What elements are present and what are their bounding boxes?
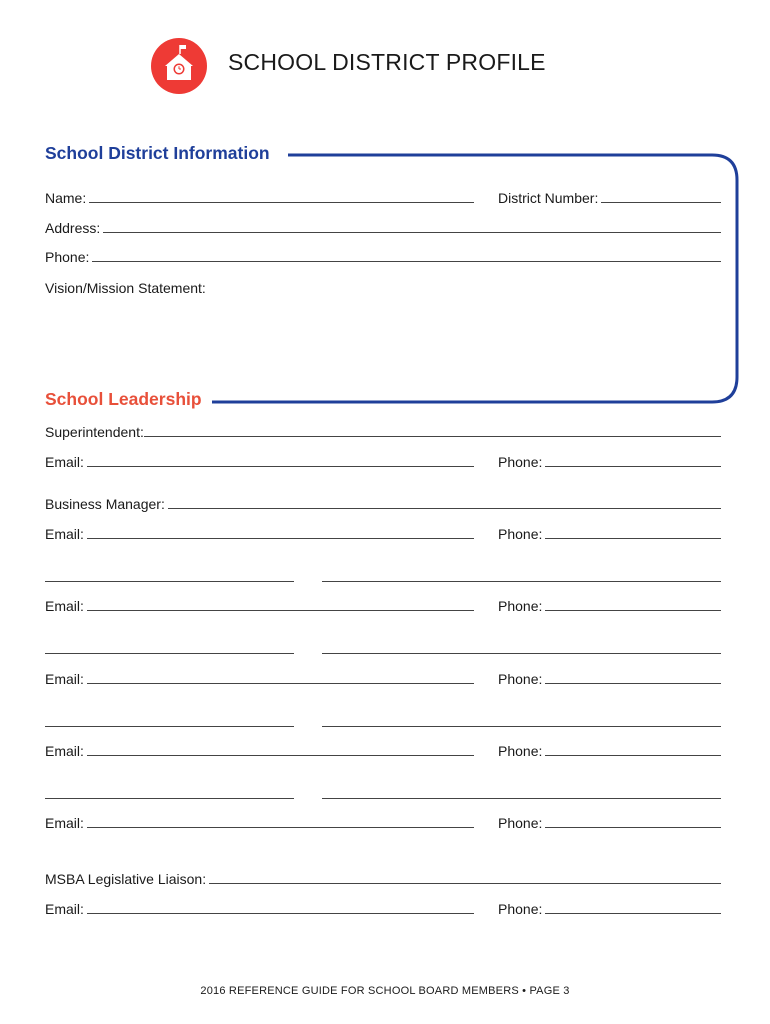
- email-label: Email:: [45, 598, 84, 614]
- person-name-blank-line[interactable]: [322, 581, 721, 582]
- email-label: Email:: [45, 671, 84, 687]
- district-number-input-line[interactable]: [601, 202, 721, 203]
- title-blank-line[interactable]: [45, 726, 294, 727]
- page-footer: 2016 REFERENCE GUIDE FOR SCHOOL BOARD MEMBERS • PAGE 3: [200, 985, 570, 997]
- phone-label: Phone:: [45, 249, 90, 265]
- section-heading-district-info: School District Information: [45, 143, 276, 164]
- title-blank-line[interactable]: [45, 581, 294, 582]
- email-input-line[interactable]: [87, 683, 474, 684]
- name-input-line[interactable]: [89, 202, 474, 203]
- phone-field[interactable]: [498, 739, 721, 759]
- district-number-label: District Number:: [498, 190, 599, 206]
- phone-field[interactable]: [498, 811, 721, 831]
- email-label: Email:: [45, 901, 84, 917]
- phone-label: Phone:: [498, 526, 543, 542]
- email-input-line[interactable]: [87, 755, 474, 756]
- person-name-blank-line[interactable]: [322, 798, 721, 799]
- phone-label: Phone:: [498, 671, 543, 687]
- page-title: SCHOOL DISTRICT PROFILE: [228, 49, 546, 75]
- phone-input-line[interactable]: [545, 466, 721, 467]
- superintendent-input-line[interactable]: [144, 436, 721, 437]
- address-field[interactable]: [45, 216, 721, 236]
- email-field[interactable]: [45, 594, 474, 614]
- name-field[interactable]: [45, 186, 474, 206]
- msba-liaison-field[interactable]: [45, 867, 721, 887]
- email-input-line[interactable]: [87, 466, 474, 467]
- phone-input-line[interactable]: [545, 610, 721, 611]
- district-number-field[interactable]: [498, 186, 721, 206]
- email-label: Email:: [45, 454, 84, 470]
- phone-label: Phone:: [498, 901, 543, 917]
- email-field[interactable]: [45, 811, 474, 831]
- superintendent-label: Superintendent:: [45, 424, 144, 440]
- email-label: Email:: [45, 526, 84, 542]
- phone-input-line[interactable]: [545, 683, 721, 684]
- person-name-blank-line[interactable]: [322, 726, 721, 727]
- phone-field[interactable]: [498, 522, 721, 542]
- email-input-line[interactable]: [87, 827, 474, 828]
- phone-input-line[interactable]: [545, 913, 721, 914]
- email-input-line[interactable]: [87, 913, 474, 914]
- phone-label: Phone:: [498, 743, 543, 759]
- business-manager-label: Business Manager:: [45, 496, 165, 512]
- phone-input-line[interactable]: [92, 261, 721, 262]
- phone-field[interactable]: [498, 667, 721, 687]
- phone-field[interactable]: [45, 245, 721, 265]
- email-field[interactable]: [45, 667, 474, 687]
- business-manager-input-line[interactable]: [168, 508, 721, 509]
- email-input-line[interactable]: [87, 538, 474, 539]
- email-field[interactable]: [45, 450, 474, 470]
- business-manager-field[interactable]: [45, 492, 721, 512]
- vision-mission-label: Vision/Mission Statement:: [45, 280, 206, 296]
- vision-mission-field[interactable]: [45, 276, 345, 296]
- email-field[interactable]: [45, 522, 474, 542]
- msba-liaison-label: MSBA Legislative Liaison:: [45, 871, 207, 887]
- email-label: Email:: [45, 743, 84, 759]
- phone-input-line[interactable]: [545, 755, 721, 756]
- email-label: Email:: [45, 815, 84, 831]
- address-input-line[interactable]: [103, 232, 721, 233]
- schoolhouse-icon: [151, 38, 207, 94]
- phone-label: Phone:: [498, 454, 543, 470]
- phone-field[interactable]: [498, 897, 721, 917]
- phone-field[interactable]: [498, 594, 721, 614]
- phone-label: Phone:: [498, 598, 543, 614]
- address-label: Address:: [45, 220, 101, 236]
- email-input-line[interactable]: [87, 610, 474, 611]
- email-field[interactable]: [45, 739, 474, 759]
- person-name-blank-line[interactable]: [322, 653, 721, 654]
- section-heading-leadership: School Leadership: [45, 389, 208, 410]
- phone-field[interactable]: [498, 450, 721, 470]
- title-blank-line[interactable]: [45, 798, 294, 799]
- name-label: Name:: [45, 190, 87, 206]
- phone-input-line[interactable]: [545, 538, 721, 539]
- superintendent-field[interactable]: [45, 420, 721, 440]
- phone-label: Phone:: [498, 815, 543, 831]
- title-blank-line[interactable]: [45, 653, 294, 654]
- phone-input-line[interactable]: [545, 827, 721, 828]
- msba-liaison-input-line[interactable]: [209, 883, 721, 884]
- email-field[interactable]: [45, 897, 474, 917]
